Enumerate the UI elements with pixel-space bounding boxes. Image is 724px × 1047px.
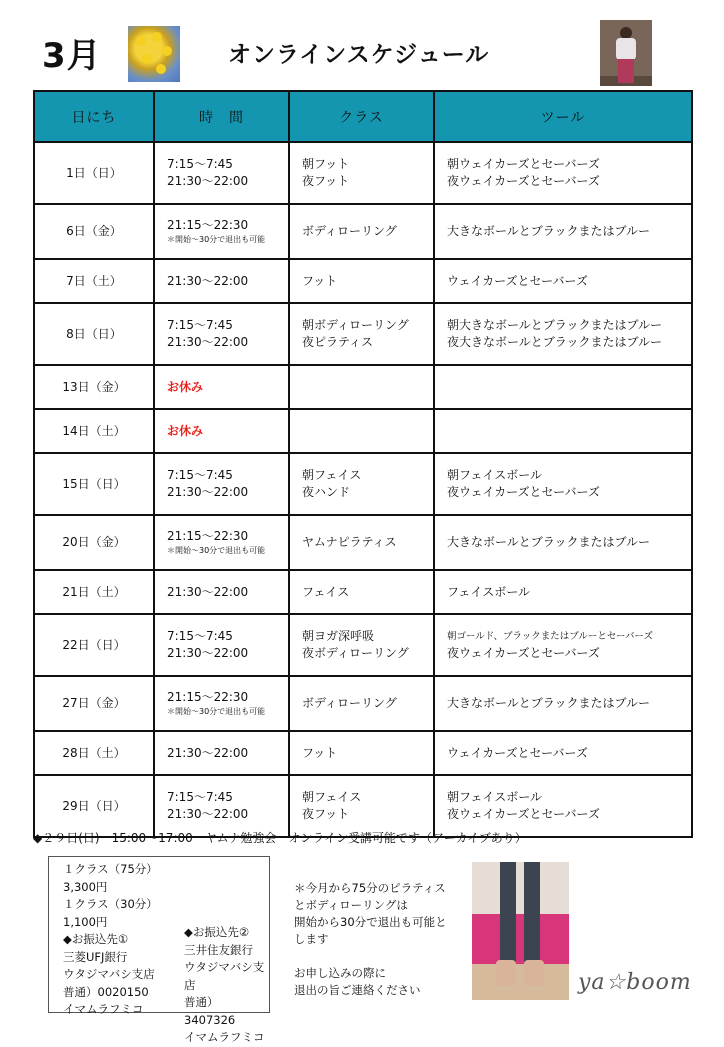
cell-line: 朝ゴールド、ブラックまたはブルーとセーバーズ bbox=[447, 631, 654, 642]
cell-date: 13日（金） bbox=[34, 365, 154, 409]
cell-line: 21:30〜22:00 bbox=[167, 174, 249, 188]
cell-line: 21:30〜22:00 bbox=[167, 646, 249, 660]
cell-line: 夜ウェイカーズとセーバーズ bbox=[447, 807, 600, 821]
cell-date: 29日（日） bbox=[34, 775, 154, 837]
bank2-line: ウタジマバシ支店 bbox=[184, 960, 265, 992]
bank1-line: 普通）0020150 bbox=[63, 984, 149, 999]
cell-line: 21:30〜22:00 bbox=[167, 807, 249, 821]
cell-time bbox=[154, 204, 289, 259]
cell-class bbox=[289, 775, 434, 837]
bank1-line: 三菱UFJ銀行 bbox=[63, 949, 128, 964]
bank2-line: 普通）3407326 bbox=[184, 995, 236, 1027]
day-off-label: お休み bbox=[167, 423, 204, 438]
schedule-body bbox=[34, 142, 692, 837]
notice-line: 退出の旨ご連絡ください bbox=[294, 983, 421, 997]
cell-line: 朝フェイス bbox=[302, 790, 362, 804]
table-row bbox=[34, 259, 692, 303]
payment-box bbox=[48, 856, 270, 1044]
cell-line: 夜大きなボールとブラックまたはブルー bbox=[447, 335, 663, 349]
cell-line: フェイス bbox=[302, 584, 350, 599]
cell-line: 朝フェイスボール bbox=[447, 468, 543, 482]
cell-date: 20日（金） bbox=[34, 515, 154, 570]
cell-line: 朝フェイスボール bbox=[447, 790, 543, 804]
cell-date: 7日（土） bbox=[34, 259, 154, 303]
cell-line: 大きなボールとブラックまたはブルー bbox=[447, 224, 651, 238]
cell-line: 夜ウェイカーズとセーバーズ bbox=[447, 174, 600, 188]
table-row bbox=[34, 303, 692, 365]
bank2-line: 三井住友銀行 bbox=[184, 942, 253, 957]
flower-photo bbox=[128, 26, 180, 82]
cell-line: 朝ボディローリング bbox=[302, 318, 409, 332]
notice-line: とボディローリングは bbox=[294, 898, 408, 912]
cell-date: 6日（金） bbox=[34, 204, 154, 259]
cell-line: 夜フット bbox=[302, 174, 350, 188]
cell-tool bbox=[434, 303, 692, 365]
cell-time bbox=[154, 570, 289, 614]
cell-line: 7:15〜7:45 bbox=[167, 468, 233, 482]
cell-class bbox=[289, 303, 434, 365]
bank2-heading: ◆お振込先② bbox=[184, 925, 250, 939]
cell-tool bbox=[434, 142, 692, 204]
cell-time bbox=[154, 453, 289, 515]
cell-line: 7:15〜7:45 bbox=[167, 157, 233, 171]
col-header-time: 時 間 bbox=[154, 91, 289, 142]
cell-tool bbox=[434, 259, 692, 303]
cell-line: 夜ボディローリング bbox=[302, 646, 409, 660]
bank2-line: イマムラフミコ bbox=[184, 1030, 265, 1044]
cell-class bbox=[289, 409, 434, 453]
early-exit-note: ＊開始〜30分で退出も可能 bbox=[167, 707, 266, 716]
cell-line: 21:15〜22:30 bbox=[167, 690, 249, 704]
cell-line: 朝ウェイカーズとセーバーズ bbox=[447, 157, 600, 171]
cell-class bbox=[289, 515, 434, 570]
cell-date: 21日（土） bbox=[34, 570, 154, 614]
cell-time bbox=[154, 365, 289, 409]
study-session-note: ◆２９日(日) 15:00〜17:00 ヤムナ勉強会 オンライン受講可能です（アーカイブあり） bbox=[33, 831, 527, 845]
table-row bbox=[34, 365, 692, 409]
cell-time bbox=[154, 303, 289, 365]
cell-time bbox=[154, 409, 289, 453]
notice-line: します bbox=[294, 932, 329, 946]
cell-line: 21:15〜22:30 bbox=[167, 529, 249, 543]
cell-time bbox=[154, 259, 289, 303]
cell-class bbox=[289, 676, 434, 731]
cell-class bbox=[289, 453, 434, 515]
table-row bbox=[34, 676, 692, 731]
cell-time bbox=[154, 515, 289, 570]
cell-line: ボディローリング bbox=[302, 696, 397, 710]
cell-line: 夜ウェイカーズとセーバーズ bbox=[447, 646, 600, 660]
cell-class bbox=[289, 365, 434, 409]
feet-photo bbox=[472, 862, 569, 1000]
cell-line: ウェイカーズとセーバーズ bbox=[447, 273, 588, 288]
table-row bbox=[34, 142, 692, 204]
notice-text bbox=[294, 880, 464, 999]
table-row bbox=[34, 515, 692, 570]
cell-date: 15日（日） bbox=[34, 453, 154, 515]
cell-tool bbox=[434, 570, 692, 614]
month-heading: 3月 bbox=[42, 36, 102, 76]
bank1-heading: ◆お振込先① bbox=[63, 932, 129, 946]
cell-tool bbox=[434, 409, 692, 453]
cell-tool bbox=[434, 731, 692, 775]
table-row bbox=[34, 204, 692, 259]
cell-line: フット bbox=[302, 273, 338, 288]
cell-line: 夜ウェイカーズとセーバーズ bbox=[447, 485, 600, 499]
brand-logo: ya☆boom bbox=[578, 970, 692, 995]
cell-tool bbox=[434, 515, 692, 570]
cell-line: ヤムナピラティス bbox=[302, 535, 397, 549]
table-row bbox=[34, 570, 692, 614]
early-exit-note: ＊開始〜30分で退出も可能 bbox=[167, 235, 266, 244]
cell-date: 1日（日） bbox=[34, 142, 154, 204]
cell-line: 7:15〜7:45 bbox=[167, 318, 233, 332]
cell-class bbox=[289, 142, 434, 204]
table-row bbox=[34, 409, 692, 453]
cell-line: 夜ハンド bbox=[302, 485, 351, 499]
table-row bbox=[34, 453, 692, 515]
col-header-date: 日にち bbox=[34, 91, 154, 142]
cell-date: 27日（金） bbox=[34, 676, 154, 731]
cell-tool bbox=[434, 453, 692, 515]
table-row bbox=[34, 775, 692, 837]
col-header-tool: ツール bbox=[434, 91, 692, 142]
cell-tool bbox=[434, 614, 692, 676]
schedule-table bbox=[33, 90, 693, 838]
cell-time bbox=[154, 676, 289, 731]
early-exit-note: ＊開始〜30分で退出も可能 bbox=[167, 546, 266, 555]
cell-line: フェイスボール bbox=[447, 584, 531, 599]
page-title: オンラインスケジュール bbox=[228, 42, 490, 68]
cell-line: 朝フット bbox=[302, 157, 350, 171]
day-off-label: お休み bbox=[167, 379, 204, 394]
table-header-row bbox=[34, 91, 692, 142]
cell-line: 朝ヨガ深呼吸 bbox=[302, 629, 375, 643]
table-row bbox=[34, 731, 692, 775]
cell-tool bbox=[434, 365, 692, 409]
cell-date: 8日（日） bbox=[34, 303, 154, 365]
cell-line: 夜フット bbox=[302, 807, 350, 821]
cell-line: 7:15〜7:45 bbox=[167, 629, 233, 643]
cell-line: 21:15〜22:30 bbox=[167, 218, 249, 232]
payment-left bbox=[63, 861, 158, 1019]
cell-class bbox=[289, 731, 434, 775]
cell-time bbox=[154, 614, 289, 676]
price-30-value: 1,100円 bbox=[63, 914, 108, 929]
cell-date: 22日（日） bbox=[34, 614, 154, 676]
bank1-line: イマムラフミコ bbox=[63, 1002, 144, 1016]
price-30: １クラス（30分） bbox=[63, 897, 158, 911]
cell-class bbox=[289, 259, 434, 303]
notice-line: お申し込みの際に bbox=[294, 966, 386, 980]
notice-line: 開始から30分で退出も可能と bbox=[294, 915, 447, 929]
notice-line: ＊今月から75分のピラティス bbox=[294, 881, 446, 895]
cell-time bbox=[154, 731, 289, 775]
cell-tool bbox=[434, 204, 692, 259]
cell-line: 21:30〜22:00 bbox=[167, 335, 249, 349]
cell-tool bbox=[434, 676, 692, 731]
bank1-line: ウタジマバシ支店 bbox=[63, 967, 155, 981]
cell-line: 21:30〜22:00 bbox=[167, 485, 249, 499]
cell-tool bbox=[434, 775, 692, 837]
instructor-photo bbox=[600, 20, 652, 86]
cell-line: ボディローリング bbox=[302, 224, 397, 238]
price-75-value: 3,300円 bbox=[63, 879, 108, 894]
cell-line: 朝大きなボールとブラックまたはブルー bbox=[447, 318, 663, 332]
cell-line: 大きなボールとブラックまたはブルー bbox=[447, 696, 651, 710]
cell-line: 21:30〜22:00 bbox=[167, 584, 249, 599]
col-header-class: クラス bbox=[289, 91, 434, 142]
cell-class bbox=[289, 204, 434, 259]
cell-line: 朝フェイス bbox=[302, 468, 362, 482]
table-row bbox=[34, 614, 692, 676]
cell-line: フット bbox=[302, 745, 338, 760]
cell-class bbox=[289, 570, 434, 614]
cell-time bbox=[154, 775, 289, 837]
cell-line: 21:30〜22:00 bbox=[167, 273, 249, 288]
cell-class bbox=[289, 614, 434, 676]
payment-right bbox=[184, 924, 269, 1047]
cell-date: 14日（土） bbox=[34, 409, 154, 453]
cell-line: 7:15〜7:45 bbox=[167, 790, 233, 804]
cell-line: 21:30〜22:00 bbox=[167, 745, 249, 760]
cell-line: 夜ピラティス bbox=[302, 335, 374, 349]
cell-date: 28日（土） bbox=[34, 731, 154, 775]
price-75: １クラス（75分） bbox=[63, 862, 158, 876]
cell-line: 大きなボールとブラックまたはブルー bbox=[447, 535, 651, 549]
cell-line: ウェイカーズとセーバーズ bbox=[447, 745, 588, 760]
cell-time bbox=[154, 142, 289, 204]
